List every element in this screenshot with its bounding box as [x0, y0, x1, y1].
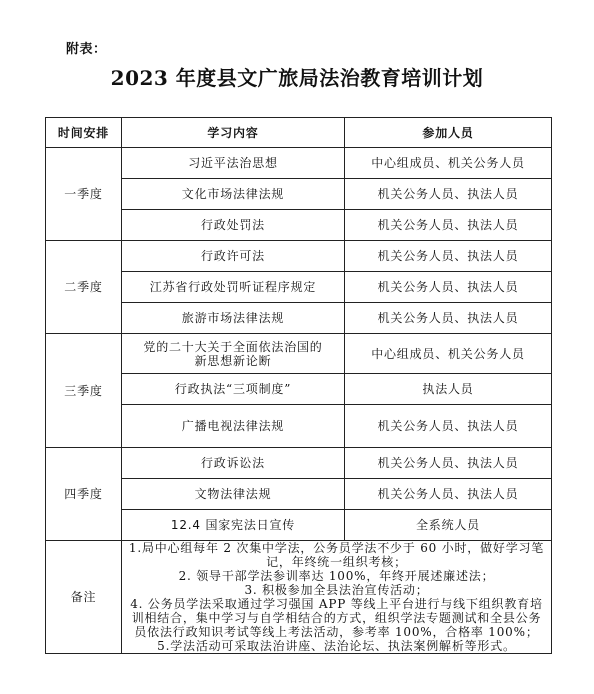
table-row	[46, 479, 552, 510]
participants-cell: 机关公务人员、执法人员	[345, 448, 552, 479]
content-cell: 文物法律法规	[122, 479, 345, 510]
table-row	[46, 303, 552, 334]
quarter-cell: 一季度	[46, 148, 122, 241]
header-row	[46, 118, 552, 148]
participants-cell: 机关公务人员、执法人员	[345, 210, 552, 241]
note-item: 2. 领导干部学法参训率达 100%，年终开展述廉述法；	[178, 569, 495, 583]
table-row	[46, 374, 552, 405]
note-item: 5.学法活动可采取法治讲座、法治论坛、执法案例解析等形式。	[157, 639, 516, 653]
table-row	[46, 448, 552, 479]
content-cell: 广播电视法律法规	[122, 405, 345, 448]
notes-row	[46, 541, 552, 654]
table-row	[46, 334, 552, 374]
table-row	[46, 272, 552, 303]
note-item: 1.局中心组每年 2 次集中学法，公务员学法不少于 60 小时，做好学习笔记，年终统一组织考核；	[128, 541, 545, 569]
participants-cell: 中心组成员、机关公务人员	[345, 334, 552, 374]
content-cell: 习近平法治思想	[122, 148, 345, 179]
table-row	[46, 405, 552, 448]
participants-cell: 机关公务人员、执法人员	[345, 479, 552, 510]
content-cell: 江苏省行政处罚听证程序规定	[122, 272, 345, 303]
content-cell: 12.4 国家宪法日宣传	[122, 510, 345, 541]
participants-cell: 机关公务人员、执法人员	[345, 241, 552, 272]
participants-cell: 机关公务人员、执法人员	[345, 272, 552, 303]
table-row	[46, 241, 552, 272]
training-plan-table	[45, 117, 552, 654]
content-cell	[122, 334, 345, 374]
header-time: 时间安排	[46, 118, 122, 148]
notes-label: 备注	[46, 541, 122, 654]
participants-cell: 机关公务人员、执法人员	[345, 303, 552, 334]
content-cell: 行政处罚法	[122, 210, 345, 241]
participants-cell: 全系统人员	[345, 510, 552, 541]
content-cell: 旅游市场法律法规	[122, 303, 345, 334]
content-line: 新思想新论断	[194, 353, 272, 368]
table-row	[46, 148, 552, 179]
note-item: 4. 公务员学法采取通过学习强国 APP 等线上平台进行与线下组织教育培训相结合，集中学习与自学相结合的方式，组织学法专题测试和全县公务员依法行政知识考试等线上考法活动，参考率 100%，合格率 100%；	[130, 597, 543, 639]
participants-cell: 机关公务人员、执法人员	[345, 405, 552, 448]
table-row	[46, 510, 552, 541]
header-participants: 参加人员	[345, 118, 552, 148]
quarter-cell: 三季度	[46, 334, 122, 448]
participants-cell: 机关公务人员、执法人员	[345, 179, 552, 210]
attachment-label: 附表：	[66, 42, 107, 57]
content-cell: 行政许可法	[122, 241, 345, 272]
participants-cell: 中心组成员、机关公务人员	[345, 148, 552, 179]
quarter-cell: 二季度	[46, 241, 122, 334]
content-cell: 行政执法“三项制度”	[122, 374, 345, 405]
header-content: 学习内容	[122, 118, 345, 148]
note-item: 3. 积极参加全县法治宣传活动；	[244, 583, 429, 597]
content-line: 党的二十大关于全面依法治国的	[143, 339, 323, 354]
quarter-cell: 四季度	[46, 448, 122, 541]
table-row	[46, 179, 552, 210]
table-row	[46, 210, 552, 241]
notes-cell	[122, 541, 552, 654]
document-title: 2023 年度县文广旅局法治教育培训计划	[110, 66, 484, 90]
content-cell: 文化市场法律法规	[122, 179, 345, 210]
participants-cell: 执法人员	[345, 374, 552, 405]
content-cell: 行政诉讼法	[122, 448, 345, 479]
